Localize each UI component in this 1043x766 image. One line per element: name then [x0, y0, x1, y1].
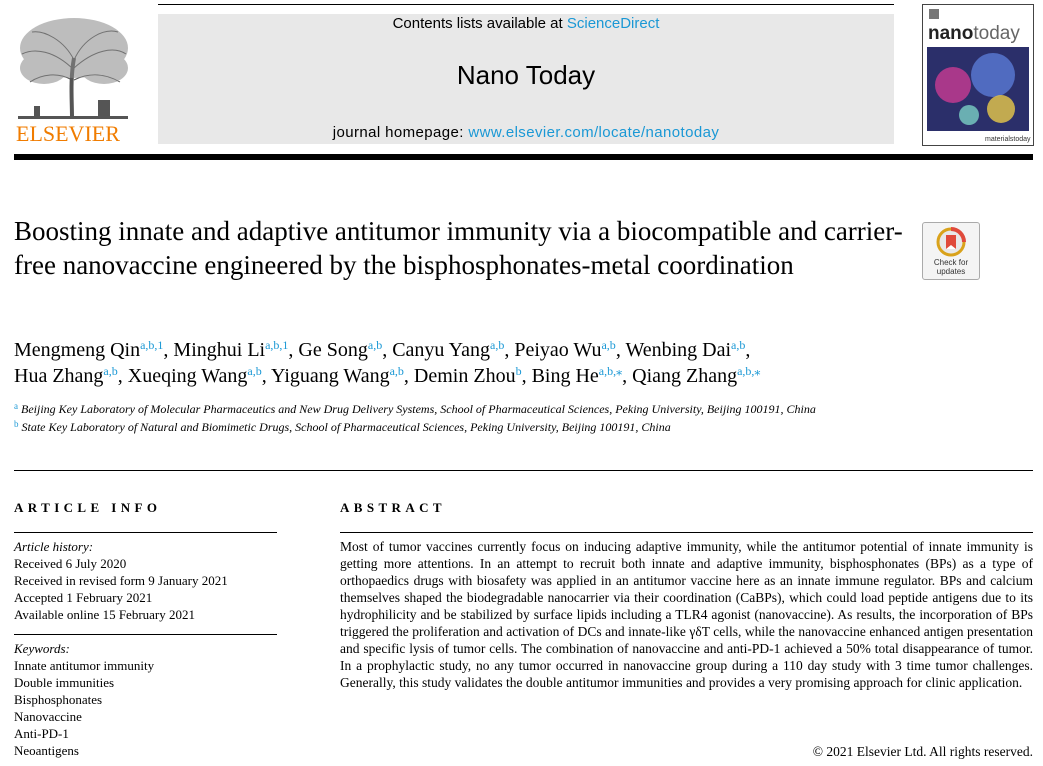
check-for-updates-icon: [923, 223, 979, 279]
keyword-item: Innate antitumor immunity: [14, 658, 155, 673]
homepage-line: [158, 124, 894, 141]
author-affiliation-marker[interactable]: a,b: [490, 338, 505, 352]
cover-image: [923, 5, 1033, 145]
elsevier-tree-icon: [14, 10, 132, 146]
article-history: [14, 538, 228, 623]
affiliation-b-text: State Key Laboratory of Natural and Biomimetic Drugs, School of Pharmaceutical Sciences, Peking University, Beijing 100191, China: [21, 420, 671, 434]
author-affiliation-marker[interactable]: a,b: [731, 338, 746, 352]
author-name[interactable]: Qiang Zhang: [632, 365, 738, 387]
keyword-item: Double immunities: [14, 675, 115, 690]
keyword-item: Anti-PD-1: [14, 726, 69, 741]
author[interactable]: [414, 365, 522, 387]
author[interactable]: [392, 339, 504, 361]
author-name[interactable]: Peiyao Wu: [514, 339, 602, 361]
abstract-text: Most of tumor vaccines currently focus on inducing adaptive immunity, while the antitumor potential of innate immunity is getting more attentions. In an attempt to recruit both innate and adaptive immunity, bisphosphonates (BPs) as a type of orthopaedics drugs with biosafety was applied in an antitumor vaccine here as an innate immune regulator. BPs and calcium themselves shaped the biodegradable nanocarrier via their coordination (CaBPs), which could load peptide antigens due to its hydrophilicity and be stabilized by surface lipids including a TLR4 agonist (nanovaccine). As results, the incorporation of BPs triggered the proliferation and activation of DCs and innate-like γδT cells, while the nanovaccine enhanced antigen presentation and specific lysis of tumor cells. The combination of nanovaccine and anti-PD-1 achieved a 50% total disappearance of tumor. In a prophylactic study, no any tumor occurred in nanovaccine group during a 110 day study with 3 time tumor challenges. Generally, this study validates the double antitumor immunities and provides a very promising approach for clinic application.: [340, 539, 1033, 690]
author-affiliation-marker[interactable]: a,b,1: [140, 338, 164, 352]
author[interactable]: [173, 339, 288, 361]
author-name[interactable]: Hua Zhang: [14, 365, 104, 387]
author-name[interactable]: Wenbing Dai: [625, 339, 732, 361]
affiliation-b-label: b: [14, 419, 19, 429]
sciencedirect-link[interactable]: ScienceDirect: [566, 15, 660, 32]
author-affiliation-marker[interactable]: a,b: [247, 364, 262, 378]
author-name[interactable]: Xueqing Wang: [127, 365, 248, 387]
abstract-rule: [340, 532, 1033, 533]
author[interactable]: [14, 365, 118, 387]
affiliation-a-text: Beijing Key Laboratory of Molecular Pharmaceutics and New Drug Delivery Systems, School of Pharmaceutical Sciences, Peking University, Beijing 100191, China: [21, 402, 816, 416]
author-list: Mengmeng Qin$^{a,b,1}$, Minghui Li$^{a,b,1}$, Ge Song$^{a,b}$, Canyu Yang$^{a,b}$, Peiyao Wu$^{a,b}$, Wenbing Dai$^{a,b}$, Hua Zhang$^{a,b}$, Xueqing Wang$^{a,b}$, Yiguang Wang$^{a,b}$, Demin Zhou$^b$, Bing $He^{a,b,⁎}$, Qiang Zhang$^{a,b,⁎}$: [14, 338, 761, 387]
author-affiliation-marker[interactable]: a,b: [389, 364, 404, 378]
author-affiliation-marker[interactable]: b: [515, 364, 522, 378]
copyright-notice: © 2021 Elsevier Ltd. All rights reserved.: [812, 744, 1033, 759]
check-for-updates-line2: updates: [936, 267, 966, 276]
affiliation-a: [14, 402, 816, 417]
author-name[interactable]: Yiguang Wang: [271, 365, 390, 387]
header-divider: [14, 154, 1033, 160]
keywords-label: Keywords:: [14, 641, 70, 656]
cover-title: nanotoday: [928, 23, 1020, 44]
author-name[interactable]: Bing He: [531, 365, 599, 387]
author-affiliation-marker[interactable]: a,b: [367, 338, 383, 352]
author-name[interactable]: Minghui Li: [173, 339, 266, 361]
author[interactable]: [271, 365, 404, 387]
history-received: Received 6 July 2020: [14, 556, 127, 571]
journal-cover: [922, 4, 1034, 146]
author-affiliation-marker[interactable]: a,b,1: [265, 338, 289, 352]
header-top-rule: [158, 4, 894, 5]
check-for-updates-button[interactable]: [922, 222, 980, 280]
author[interactable]: [625, 339, 745, 361]
keyword-item: Bisphosphonates: [14, 692, 103, 707]
history-label: Article history:: [14, 539, 94, 554]
check-for-updates-line1: Check for: [933, 258, 969, 267]
author[interactable]: [632, 365, 760, 387]
article-title: Boosting innate and adaptive antitumor immunity via a biocompatible and carrier-free nanovaccine engineered by the bisphosphonates-metal coordination: [14, 216, 903, 280]
section-divider: [14, 470, 1033, 471]
author-name[interactable]: Demin Zhou: [413, 365, 516, 387]
history-revised: Received in revised form 9 January 2021: [14, 573, 228, 588]
author[interactable]: [532, 365, 623, 387]
abstract-heading: ABSTRACT: [340, 500, 446, 515]
article-info-rule: [14, 532, 277, 533]
homepage-prefix: journal homepage:: [332, 124, 469, 141]
author[interactable]: [128, 365, 262, 387]
keywords: [14, 640, 154, 759]
history-online: Available online 15 February 2021: [14, 607, 195, 622]
author[interactable]: [14, 339, 163, 361]
cover-footer: materialstoday: [985, 136, 1031, 143]
author-name[interactable]: Mengmeng Qin: [14, 339, 141, 361]
history-accepted: Accepted 1 February 2021: [14, 590, 153, 605]
keyword-item: Neoantigens: [14, 743, 79, 758]
affiliation-a-label: a: [14, 401, 18, 411]
article-info-heading: ARTICLE INFO: [14, 500, 162, 515]
contents-line: [158, 15, 894, 32]
keyword-item: Nanovaccine: [14, 709, 82, 724]
affiliation-b: [14, 420, 671, 435]
elsevier-logo: [14, 10, 132, 146]
author-affiliation-marker[interactable]: a,b,⁎: [737, 364, 761, 378]
journal-name: Nano Today: [456, 60, 596, 90]
keywords-rule: [14, 634, 277, 635]
author-name[interactable]: Ge Song: [298, 339, 368, 361]
contents-prefix: Contents lists available at: [392, 15, 567, 32]
author-affiliation-marker[interactable]: a,b: [103, 364, 118, 378]
author-affiliation-marker[interactable]: a,b,⁎: [598, 364, 623, 378]
author[interactable]: [514, 339, 615, 361]
author-name[interactable]: Canyu Yang: [392, 339, 490, 361]
author[interactable]: [298, 339, 382, 361]
elsevier-wordmark: ELSEVIER: [16, 121, 120, 146]
journal-homepage-link[interactable]: www.elsevier.com/locate/nanotoday: [468, 124, 720, 141]
author-affiliation-marker[interactable]: a,b: [601, 338, 616, 352]
